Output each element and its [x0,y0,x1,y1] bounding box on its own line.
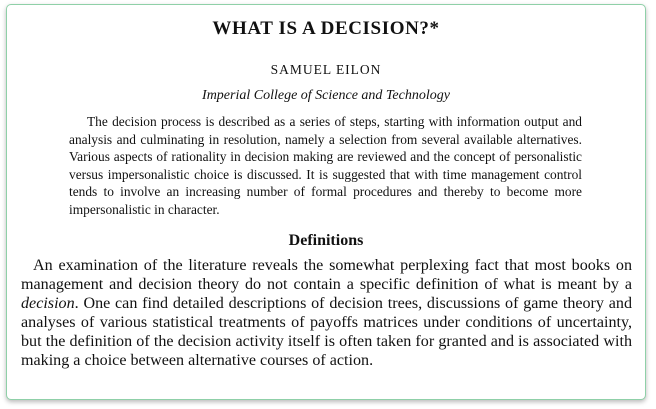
section-heading-definitions: Definitions [288,232,364,249]
body-text-italic-term: decision [21,295,75,313]
body-paragraph [21,256,632,371]
body-text-start: An examination of the literature reveals the somewhat perplexing fact that most books on management and decision theory do not contain a specific definition of what is meant by a [21,257,632,294]
paper-abstract: The decision process is described as a series of steps, starting with information output and analysis and culminating in resolution, namely a selection from several available alternatives. Various aspects of rationality in decision making are reviewed and the concept of personalistic versus impersonalistic choice is discussed. It is suggested that with time management control tends to involve an increasing number of formal procedures and thereby to become more impersonalistic in character. [69,114,582,217]
document-frame [6,4,646,400]
paper-author: SAMUEL EILON [270,62,382,77]
paper-affiliation: Imperial College of Science and Technology [202,88,450,103]
paper-title: WHAT IS A DECISION?* [212,18,440,39]
paper-page [7,5,645,399]
body-text-end: . One can find detailed descriptions of decision trees, discussions of game theory and analyses of various statistical treatments of payoffs matrices under conditions of uncertainty, but the definition of the decision activity itself is often taken for granted and is associated with making a choice between alternative courses of action. [21,295,632,370]
